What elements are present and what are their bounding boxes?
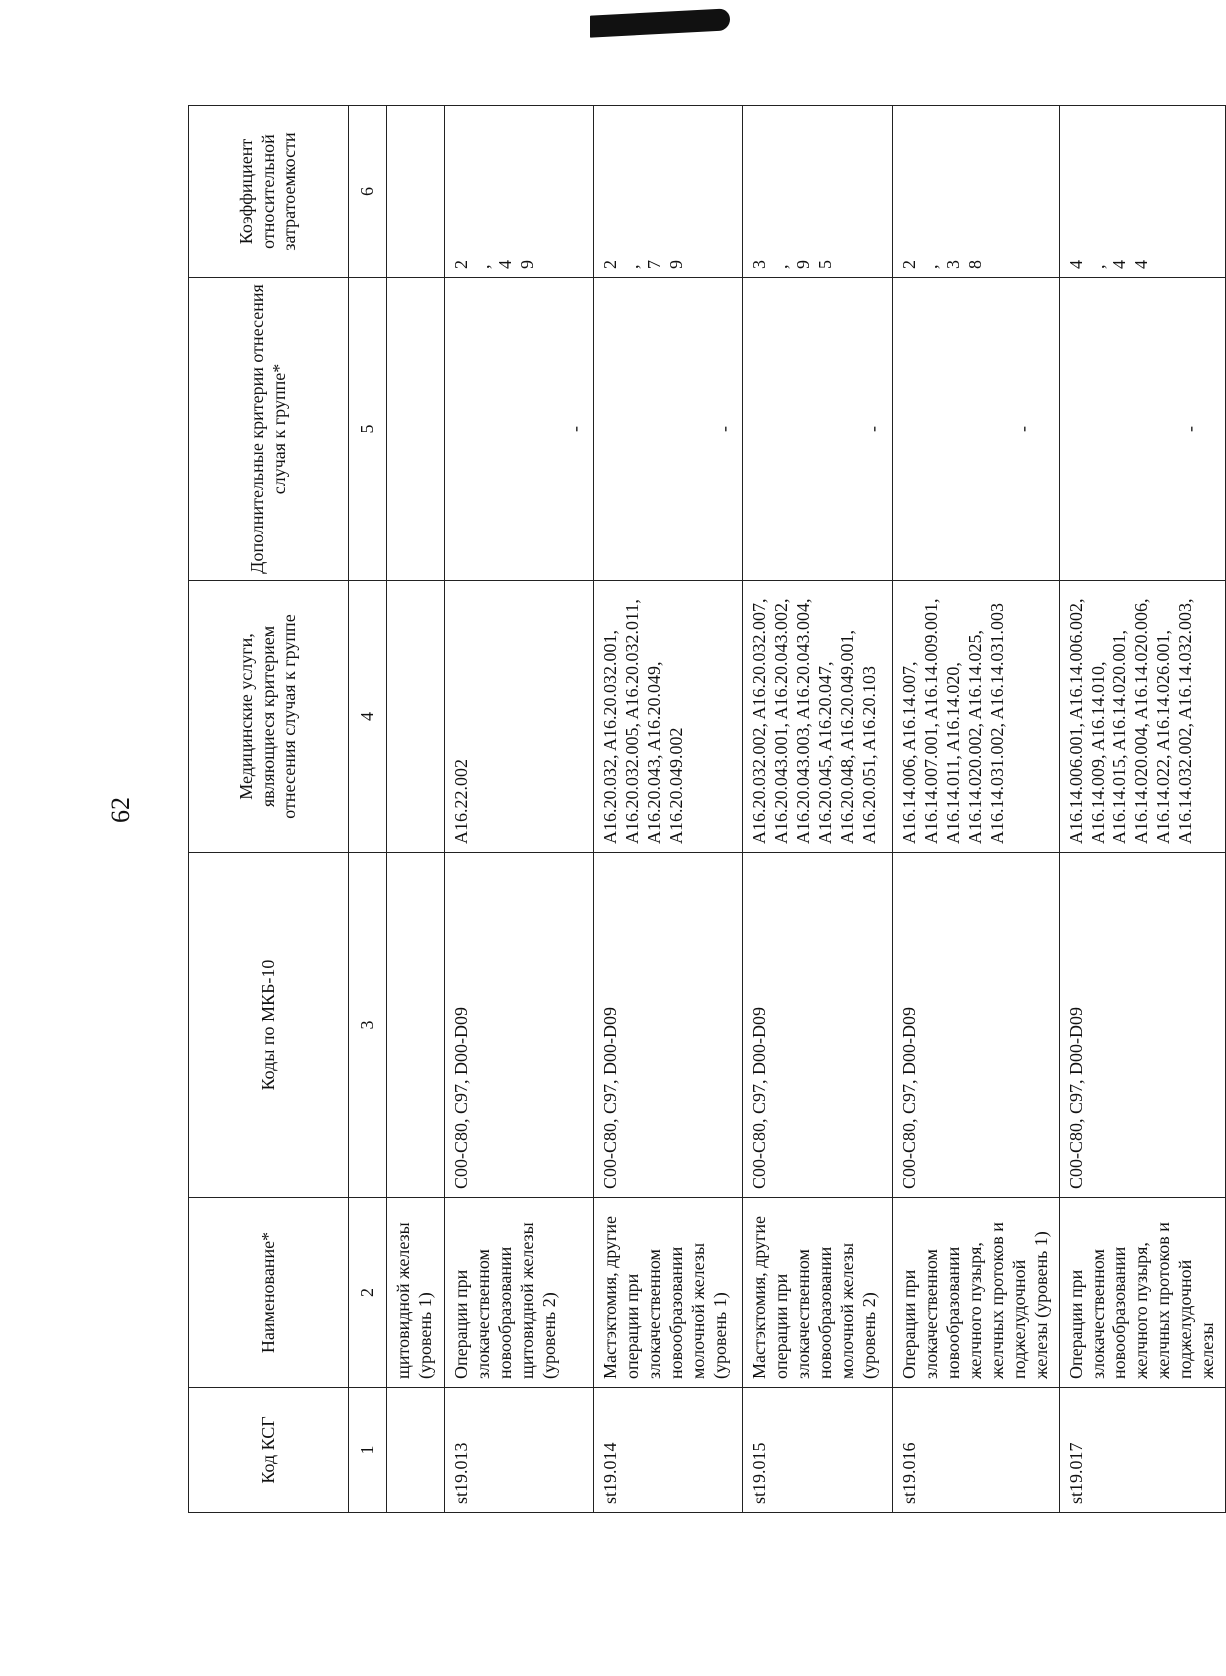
column-number: 6 (349, 106, 387, 278)
rotated-table-wrapper (188, 106, 1218, 1513)
service-codes: A16.20.032.002, A16.20.032.007, A16.20.043.001, A16.20.043.002, A16.20.043.003, A16.20.043.004, A16.20.045, A16.20.047, A16.20.048, A16.20.049.001, A16.20.051, A16.20.103 (742, 581, 892, 853)
mkb-codes: C00-C80, C97, D00-D09 (1059, 853, 1226, 1198)
ksg-code: st19.017 (1059, 1388, 1226, 1513)
ksg-name: Операции при злокачественном новообразовании желчного пузыря, желчных протоков и поджелудочной железы (1059, 1198, 1226, 1388)
column-number: 3 (349, 853, 387, 1198)
additional-criteria: - (1059, 278, 1226, 581)
service-codes: A16.22.002 (445, 581, 594, 853)
ksg-name: Мастэктомия, другие операции при злокачественном новообразовании молочной железы (уровень 1) (593, 1198, 742, 1388)
ksg-name: Операции при злокачественном новообразовании щитовидной железы (уровень 2) (445, 1198, 594, 1388)
table-row (445, 106, 594, 1513)
continuation-row (387, 106, 445, 1513)
coefficient: 2,79 (593, 106, 742, 278)
column-number-row (349, 106, 387, 1513)
ksg-code: st19.015 (742, 1388, 892, 1513)
ksg-name: Мастэктомия, другие операции при злокачественном новообразовании молочной железы (уровень 2) (742, 1198, 892, 1388)
coefficient: 2,49 (445, 106, 594, 278)
ksg-code: st19.014 (593, 1388, 742, 1513)
coefficient: 3,95 (742, 106, 892, 278)
additional-criteria: - (742, 278, 892, 581)
mkb-codes: C00-C80, C97, D00-D09 (892, 853, 1059, 1198)
additional-criteria: - (593, 278, 742, 581)
service-codes: A16.14.006.001, A16.14.006.002, A16.14.009, A16.14.010, A16.14.015, A16.14.020.001, A16.14.020.004, A16.14.020.006, A16.14.022, A16.14.026.001, A16.14.032.002, A16.14.032.003, (1059, 581, 1226, 853)
ksg-code: st19.013 (445, 1388, 594, 1513)
column-number: 2 (349, 1198, 387, 1388)
mkb-codes: C00-C80, C97, D00-D09 (445, 853, 594, 1198)
service-codes: A16.14.006, A16.14.007, A16.14.007.001, A16.14.009.001, A16.14.011, A16.14.020, A16.14.020.002, A16.14.025, A16.14.031.002, A16.14.031.003 (892, 581, 1059, 853)
ksg-table (188, 105, 1226, 1513)
header-row (189, 106, 349, 1513)
column-number: 4 (349, 581, 387, 853)
header-services: Медицинские услуги, являющиеся критерием отнесения случая к группе (189, 581, 349, 853)
header-criteria: Дополнительные критерии отнесения случая к группе* (189, 278, 349, 581)
additional-criteria: - (445, 278, 594, 581)
continuation-code (387, 1388, 445, 1513)
page-number: 62 (106, 797, 135, 823)
column-number: 5 (349, 278, 387, 581)
mkb-codes: C00-C80, C97, D00-D09 (593, 853, 742, 1198)
mkb-codes: C00-C80, C97, D00-D09 (742, 853, 892, 1198)
ksg-code: st19.016 (892, 1388, 1059, 1513)
header-coefficient: Коэффициент относительной затратоемкости (189, 106, 349, 278)
table-row (593, 106, 742, 1513)
table-row (892, 106, 1059, 1513)
column-number: 1 (349, 1388, 387, 1513)
continuation-name: щитовидной железы (уровень 1) (387, 1198, 445, 1388)
service-codes: A16.20.032, A16.20.032.001, A16.20.032.005, A16.20.032.011, A16.20.043, A16.20.049, A16.20.049.002 (593, 581, 742, 853)
table-row (742, 106, 892, 1513)
header-mkb: Коды по МКБ-10 (189, 853, 349, 1198)
header-name: Наименование* (189, 1198, 349, 1388)
additional-criteria: - (892, 278, 1059, 581)
coefficient: 4,44 (1059, 106, 1226, 278)
header-code: Код КСГ (189, 1388, 349, 1513)
ksg-name: Операции при злокачественном новообразовании желчного пузыря, желчных протоков и поджелудочной железы (уровень 1) (892, 1198, 1059, 1388)
coefficient: 2,38 (892, 106, 1059, 278)
scan-artifact (590, 8, 730, 37)
table-row (1059, 106, 1226, 1513)
